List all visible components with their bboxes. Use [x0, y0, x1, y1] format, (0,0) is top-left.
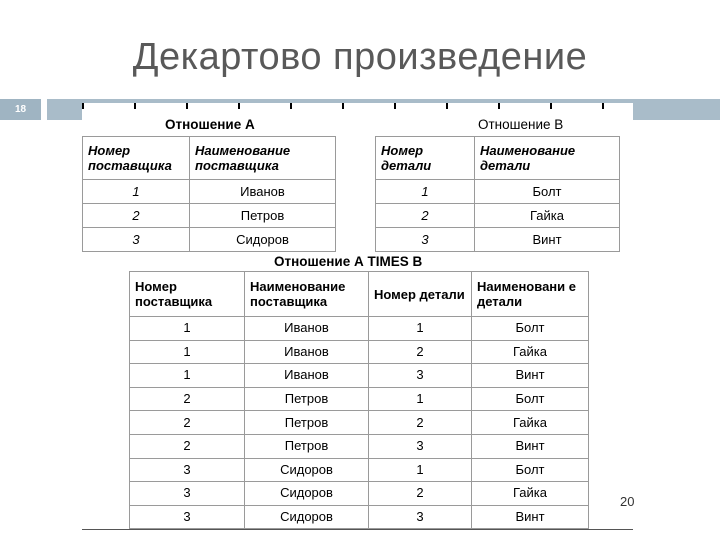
- relation-times-caption: Отношение А TIMES В: [274, 254, 423, 269]
- table-cell: Болт: [472, 317, 589, 341]
- table-cell: Винт: [475, 228, 620, 252]
- column-header: Номер детали: [369, 272, 472, 317]
- table-cell: Иванов: [245, 364, 369, 388]
- table-row: [130, 387, 589, 411]
- table-cell: 3: [83, 228, 190, 252]
- table-cell: 1: [369, 458, 472, 482]
- table-cell: Иванов: [245, 340, 369, 364]
- table-cell: Иванов: [245, 317, 369, 341]
- column-header: Наименование поставщика: [245, 272, 369, 317]
- table-cell: Гайка: [472, 340, 589, 364]
- table-cell: 2: [130, 411, 245, 435]
- slide-title: Декартово произведение: [132, 36, 588, 78]
- table-row: [130, 340, 589, 364]
- table-row: [130, 458, 589, 482]
- column-header: Номер детали: [376, 137, 475, 180]
- table-row: [130, 411, 589, 435]
- table-cell: 1: [130, 317, 245, 341]
- table-cell: 3: [130, 505, 245, 529]
- table-cell: Гайка: [475, 204, 620, 228]
- table-cell: 1: [369, 387, 472, 411]
- relation-times-table: [129, 271, 589, 529]
- table-cell: Болт: [472, 387, 589, 411]
- table-row: [83, 180, 336, 204]
- table-cell: Петров: [245, 387, 369, 411]
- slide-number: 18: [0, 99, 41, 120]
- table-row: [83, 228, 336, 252]
- table-cell: 1: [130, 340, 245, 364]
- table-row: [376, 204, 620, 228]
- table-cell: Гайка: [472, 411, 589, 435]
- column-header: Номер поставщика: [83, 137, 190, 180]
- table-cell: Петров: [190, 204, 336, 228]
- table-cell: 1: [369, 317, 472, 341]
- table-cell: Сидоров: [245, 458, 369, 482]
- table-cell: 2: [83, 204, 190, 228]
- table-cell: 2: [369, 482, 472, 506]
- table-row: [376, 180, 620, 204]
- column-header: Наименовани е детали: [472, 272, 589, 317]
- table-header-row: [130, 272, 589, 317]
- table-cell: Сидоров: [190, 228, 336, 252]
- table-row: [83, 204, 336, 228]
- figure-top-edge: [82, 103, 633, 109]
- column-header: Наименование детали: [475, 137, 620, 180]
- table-row: [130, 505, 589, 529]
- table-cell: 2: [130, 387, 245, 411]
- table-cell: Сидоров: [245, 505, 369, 529]
- table-cell: Винт: [472, 434, 589, 458]
- table-cell: 1: [83, 180, 190, 204]
- column-header: Наименование поставщика: [190, 137, 336, 180]
- table-cell: 3: [376, 228, 475, 252]
- relation-a-caption: Отношение А: [165, 117, 255, 132]
- table-cell: Петров: [245, 434, 369, 458]
- table-cell: Болт: [475, 180, 620, 204]
- table-cell: 1: [376, 180, 475, 204]
- relations-figure: [82, 103, 633, 530]
- table-cell: Иванов: [190, 180, 336, 204]
- table-cell: Винт: [472, 364, 589, 388]
- page-number-fragment: 20: [620, 494, 635, 509]
- table-cell: Гайка: [472, 482, 589, 506]
- figure-bottom-edge: [82, 529, 633, 530]
- table-row: [130, 434, 589, 458]
- table-cell: 2: [369, 340, 472, 364]
- relation-a-table: [82, 136, 336, 252]
- table-header-row: [83, 137, 336, 180]
- table-header-row: [376, 137, 620, 180]
- table-cell: 3: [369, 505, 472, 529]
- table-row: [130, 482, 589, 506]
- table-cell: Винт: [472, 505, 589, 529]
- table-cell: 1: [130, 364, 245, 388]
- table-cell: 3: [369, 364, 472, 388]
- table-cell: 3: [369, 434, 472, 458]
- relation-b-table: [375, 136, 620, 252]
- table-cell: 3: [130, 458, 245, 482]
- table-row: [376, 228, 620, 252]
- table-cell: 3: [130, 482, 245, 506]
- table-cell: 2: [376, 204, 475, 228]
- table-cell: 2: [369, 411, 472, 435]
- table-cell: Сидоров: [245, 482, 369, 506]
- table-row: [130, 317, 589, 341]
- table-cell: 2: [130, 434, 245, 458]
- table-row: [130, 364, 589, 388]
- table-cell: Болт: [472, 458, 589, 482]
- relation-b-caption: Отношение В: [478, 117, 564, 132]
- column-header: Номер поставщика: [130, 272, 245, 317]
- table-cell: Петров: [245, 411, 369, 435]
